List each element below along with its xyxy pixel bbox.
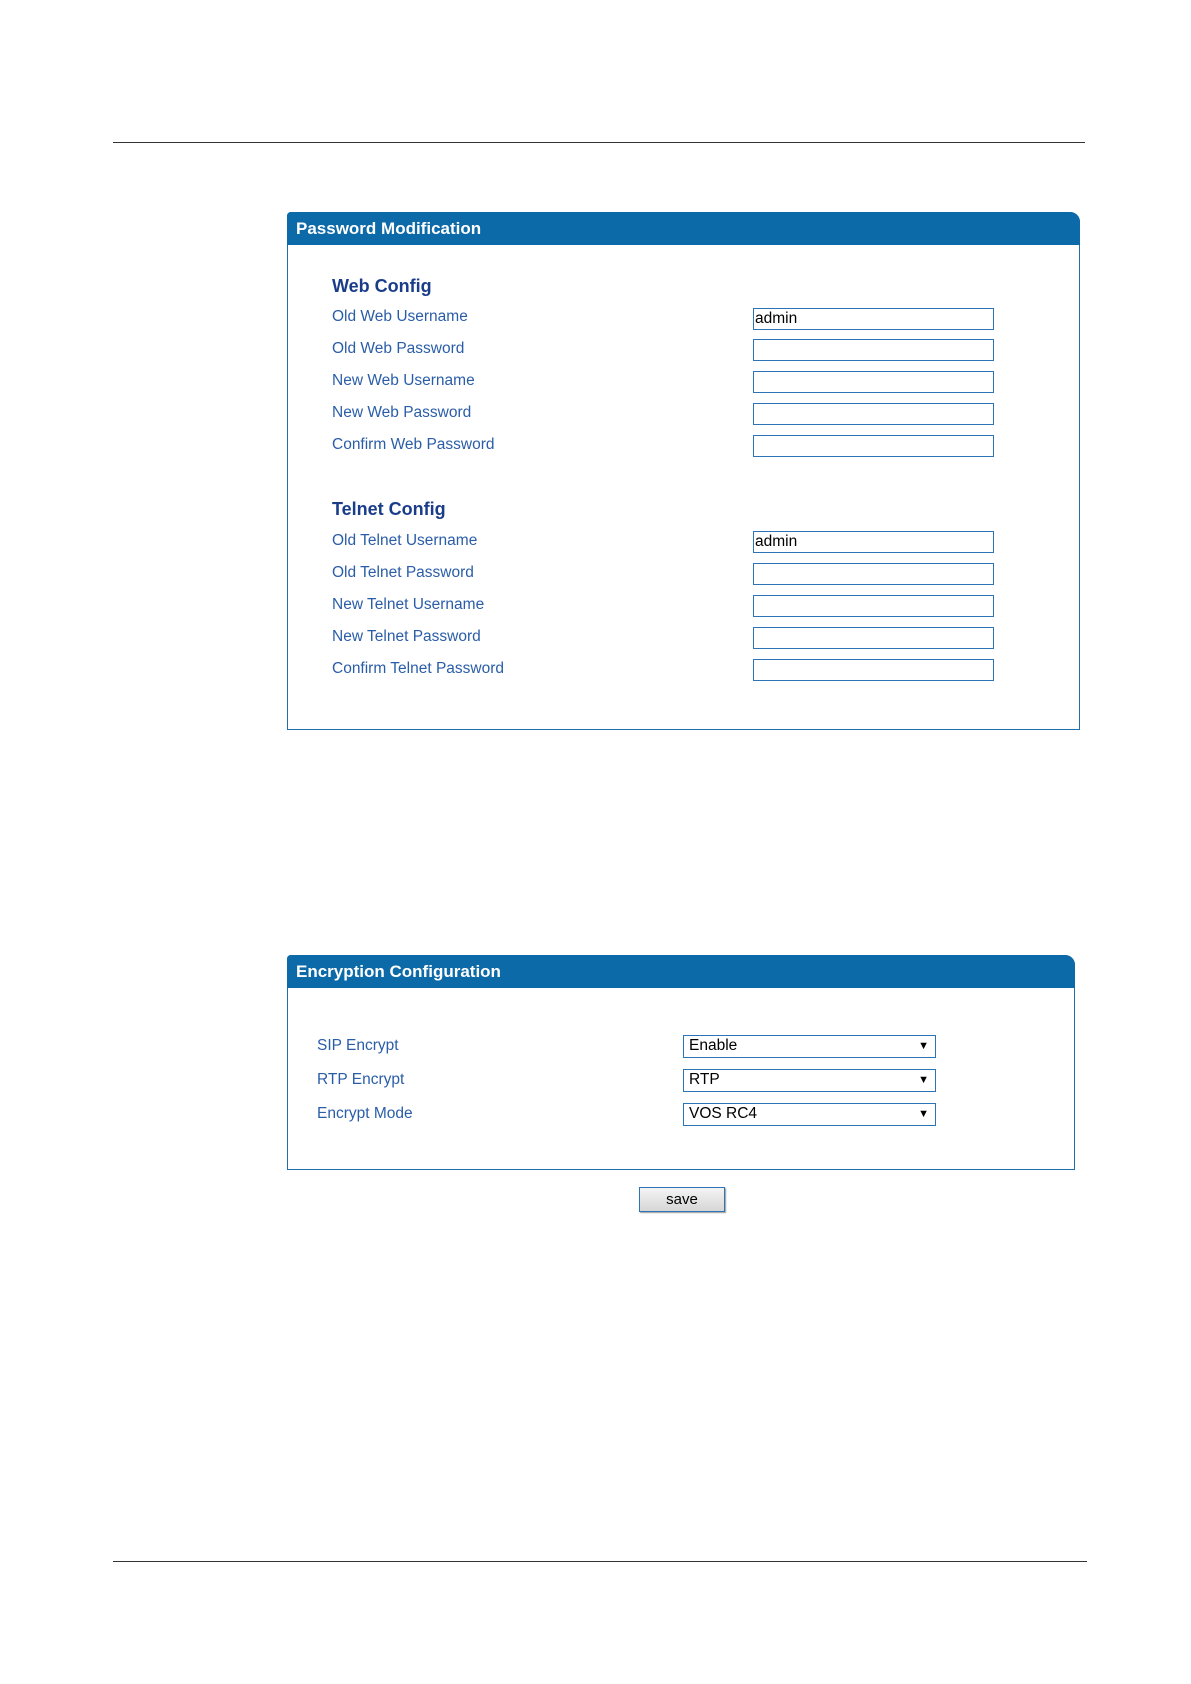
password-modification-panel: [287, 212, 1080, 730]
panel-title: Password Modification: [287, 212, 1080, 245]
web-config-heading: Web Config: [332, 276, 432, 296]
new-web-username-field[interactable]: [753, 371, 994, 393]
new-telnet-username-field[interactable]: [753, 595, 994, 617]
old-web-username-field[interactable]: [753, 308, 994, 330]
triangle-down-icon: ▼: [918, 1040, 929, 1052]
bottom-divider: [113, 1561, 1087, 1562]
old-web-username-label: Old Web Username: [332, 308, 468, 325]
sip-encrypt-label: SIP Encrypt: [317, 1037, 399, 1054]
old-telnet-username-label: Old Telnet Username: [332, 532, 478, 549]
confirm-web-password-label: Confirm Web Password: [332, 436, 495, 453]
new-telnet-username-label: New Telnet Username: [332, 596, 485, 613]
new-web-password-label: New Web Password: [332, 404, 472, 421]
telnet-config-heading: Telnet Config: [332, 499, 446, 519]
confirm-telnet-password-label: Confirm Telnet Password: [332, 660, 505, 677]
rtp-encrypt-select[interactable]: [683, 1069, 936, 1092]
triangle-down-icon: ▼: [918, 1108, 929, 1120]
new-web-username-label: New Web Username: [332, 372, 475, 389]
sip-encrypt-select[interactable]: [683, 1035, 936, 1058]
top-divider: [113, 142, 1085, 143]
new-web-password-field[interactable]: [753, 403, 994, 425]
save-button[interactable]: save: [639, 1187, 725, 1212]
encrypt-mode-select[interactable]: [683, 1103, 936, 1126]
rtp-encrypt-value: RTP: [689, 1071, 720, 1088]
old-telnet-password-field[interactable]: [753, 563, 994, 585]
rtp-encrypt-label: RTP Encrypt: [317, 1071, 405, 1088]
panel-title: Encryption Configuration: [287, 955, 1075, 988]
new-telnet-password-field[interactable]: [753, 627, 994, 649]
confirm-web-password-field[interactable]: [753, 435, 994, 457]
old-telnet-password-label: Old Telnet Password: [332, 564, 474, 581]
old-telnet-username-field[interactable]: [753, 531, 994, 553]
encrypt-mode-value: VOS RC4: [689, 1105, 758, 1122]
new-telnet-password-label: New Telnet Password: [332, 628, 481, 645]
encrypt-mode-label: Encrypt Mode: [317, 1105, 413, 1122]
confirm-telnet-password-field[interactable]: [753, 659, 994, 681]
old-web-password-label: Old Web Password: [332, 340, 465, 357]
old-web-password-field[interactable]: [753, 339, 994, 361]
sip-encrypt-value: Enable: [689, 1037, 738, 1054]
encryption-configuration-panel: [287, 955, 1075, 1170]
triangle-down-icon: ▼: [918, 1074, 929, 1086]
